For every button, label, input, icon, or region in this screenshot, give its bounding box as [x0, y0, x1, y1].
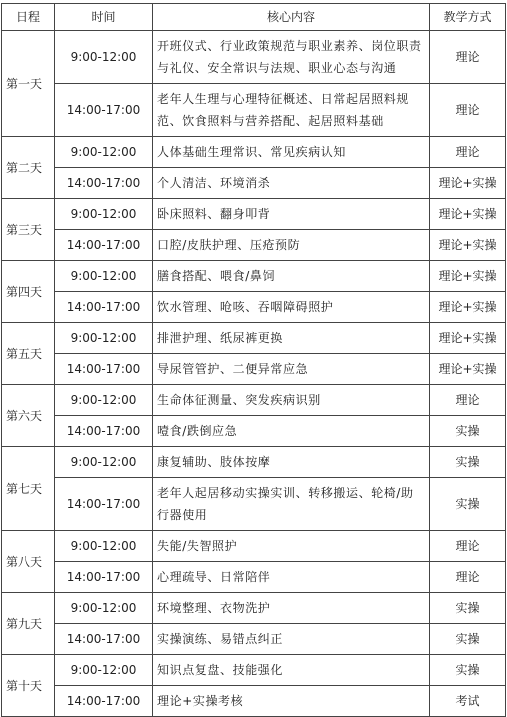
table-row: [2, 31, 506, 84]
table-row: [2, 593, 506, 624]
content-cell: 理论+实操考核: [153, 686, 430, 717]
time-cell: 9:00-12:00: [55, 385, 153, 416]
table-row: [2, 478, 506, 531]
table-row: [2, 168, 506, 199]
time-cell: 9:00-12:00: [55, 31, 153, 84]
header-content: 核心内容: [153, 4, 430, 31]
day-cell: 第三天: [2, 199, 55, 261]
table-row: [2, 562, 506, 593]
time-cell: 14:00-17:00: [55, 292, 153, 323]
method-cell: 理论: [430, 31, 506, 84]
table-row: [2, 199, 506, 230]
day-cell: 第一天: [2, 31, 55, 137]
method-cell: 理论: [430, 531, 506, 562]
day-cell: 第九天: [2, 593, 55, 655]
method-cell: 考试: [430, 686, 506, 717]
content-cell: 心理疏导、日常陪伴: [153, 562, 430, 593]
time-cell: 9:00-12:00: [55, 261, 153, 292]
method-cell: 理论+实操: [430, 199, 506, 230]
time-cell: 14:00-17:00: [55, 416, 153, 447]
table-row: [2, 447, 506, 478]
time-cell: 9:00-12:00: [55, 447, 153, 478]
header-time: 时间: [55, 4, 153, 31]
time-cell: 14:00-17:00: [55, 562, 153, 593]
schedule-table: [1, 3, 506, 717]
content-cell: 导尿管管护、二便异常应急: [153, 354, 430, 385]
time-cell: 14:00-17:00: [55, 624, 153, 655]
day-cell: 第十天: [2, 655, 55, 717]
time-cell: 14:00-17:00: [55, 686, 153, 717]
table-row: [2, 354, 506, 385]
table-row: [2, 230, 506, 261]
table-row: [2, 686, 506, 717]
table-row: [2, 84, 506, 137]
table-row: [2, 323, 506, 354]
day-cell: 第四天: [2, 261, 55, 323]
content-cell: 人体基础生理常识、常见疾病认知: [153, 137, 430, 168]
method-cell: 理论+实操: [430, 168, 506, 199]
table-row: [2, 624, 506, 655]
header-row: [2, 4, 506, 31]
time-cell: 14:00-17:00: [55, 168, 153, 199]
method-cell: 理论+实操: [430, 230, 506, 261]
time-cell: 9:00-12:00: [55, 137, 153, 168]
method-cell: 实操: [430, 655, 506, 686]
content-cell: 排泄护理、纸尿裤更换: [153, 323, 430, 354]
table-row: [2, 261, 506, 292]
header-method: 教学方式: [430, 4, 506, 31]
day-cell: 第二天: [2, 137, 55, 199]
content-cell: 失能/失智照护: [153, 531, 430, 562]
content-cell: 开班仪式、行业政策规范与职业素养、岗位职责与礼仪、安全常识与法规、职业心态与沟通: [153, 31, 430, 84]
day-cell: 第五天: [2, 323, 55, 385]
content-cell: 个人清洁、环境消杀: [153, 168, 430, 199]
content-cell: 膳食搭配、喂食/鼻饲: [153, 261, 430, 292]
table-row: [2, 416, 506, 447]
schedule-body: [2, 31, 506, 717]
content-cell: 康复辅助、肢体按摩: [153, 447, 430, 478]
time-cell: 9:00-12:00: [55, 199, 153, 230]
time-cell: 9:00-12:00: [55, 323, 153, 354]
method-cell: 实操: [430, 416, 506, 447]
header-day: 日程: [2, 4, 55, 31]
content-cell: 卧床照料、翻身叩背: [153, 199, 430, 230]
day-cell: 第八天: [2, 531, 55, 593]
content-cell: 环境整理、衣物洗护: [153, 593, 430, 624]
method-cell: 实操: [430, 447, 506, 478]
method-cell: 理论+实操: [430, 292, 506, 323]
method-cell: 实操: [430, 593, 506, 624]
method-cell: 理论+实操: [430, 323, 506, 354]
content-cell: 饮水管理、呛咳、吞咽障碍照护: [153, 292, 430, 323]
method-cell: 理论: [430, 84, 506, 137]
time-cell: 14:00-17:00: [55, 84, 153, 137]
method-cell: 实操: [430, 478, 506, 531]
time-cell: 14:00-17:00: [55, 230, 153, 261]
content-cell: 实操演练、易错点纠正: [153, 624, 430, 655]
time-cell: 14:00-17:00: [55, 478, 153, 531]
content-cell: 生命体征测量、突发疾病识别: [153, 385, 430, 416]
method-cell: 理论+实操: [430, 261, 506, 292]
method-cell: 理论: [430, 385, 506, 416]
method-cell: 理论+实操: [430, 354, 506, 385]
method-cell: 理论: [430, 562, 506, 593]
content-cell: 老年人生理与心理特征概述、日常起居照料规范、饮食照料与营养搭配、起居照料基础: [153, 84, 430, 137]
day-cell: 第七天: [2, 447, 55, 531]
table-row: [2, 385, 506, 416]
content-cell: 知识点复盘、技能强化: [153, 655, 430, 686]
content-cell: 口腔/皮肤护理、压疮预防: [153, 230, 430, 261]
method-cell: 实操: [430, 624, 506, 655]
time-cell: 9:00-12:00: [55, 531, 153, 562]
time-cell: 9:00-12:00: [55, 593, 153, 624]
time-cell: 14:00-17:00: [55, 354, 153, 385]
content-cell: 老年人起居移动实操实训、转移搬运、轮椅/助行器使用: [153, 478, 430, 531]
content-cell: 噎食/跌倒应急: [153, 416, 430, 447]
table-row: [2, 137, 506, 168]
day-cell: 第六天: [2, 385, 55, 447]
table-row: [2, 531, 506, 562]
time-cell: 9:00-12:00: [55, 655, 153, 686]
table-row: [2, 292, 506, 323]
method-cell: 理论: [430, 137, 506, 168]
